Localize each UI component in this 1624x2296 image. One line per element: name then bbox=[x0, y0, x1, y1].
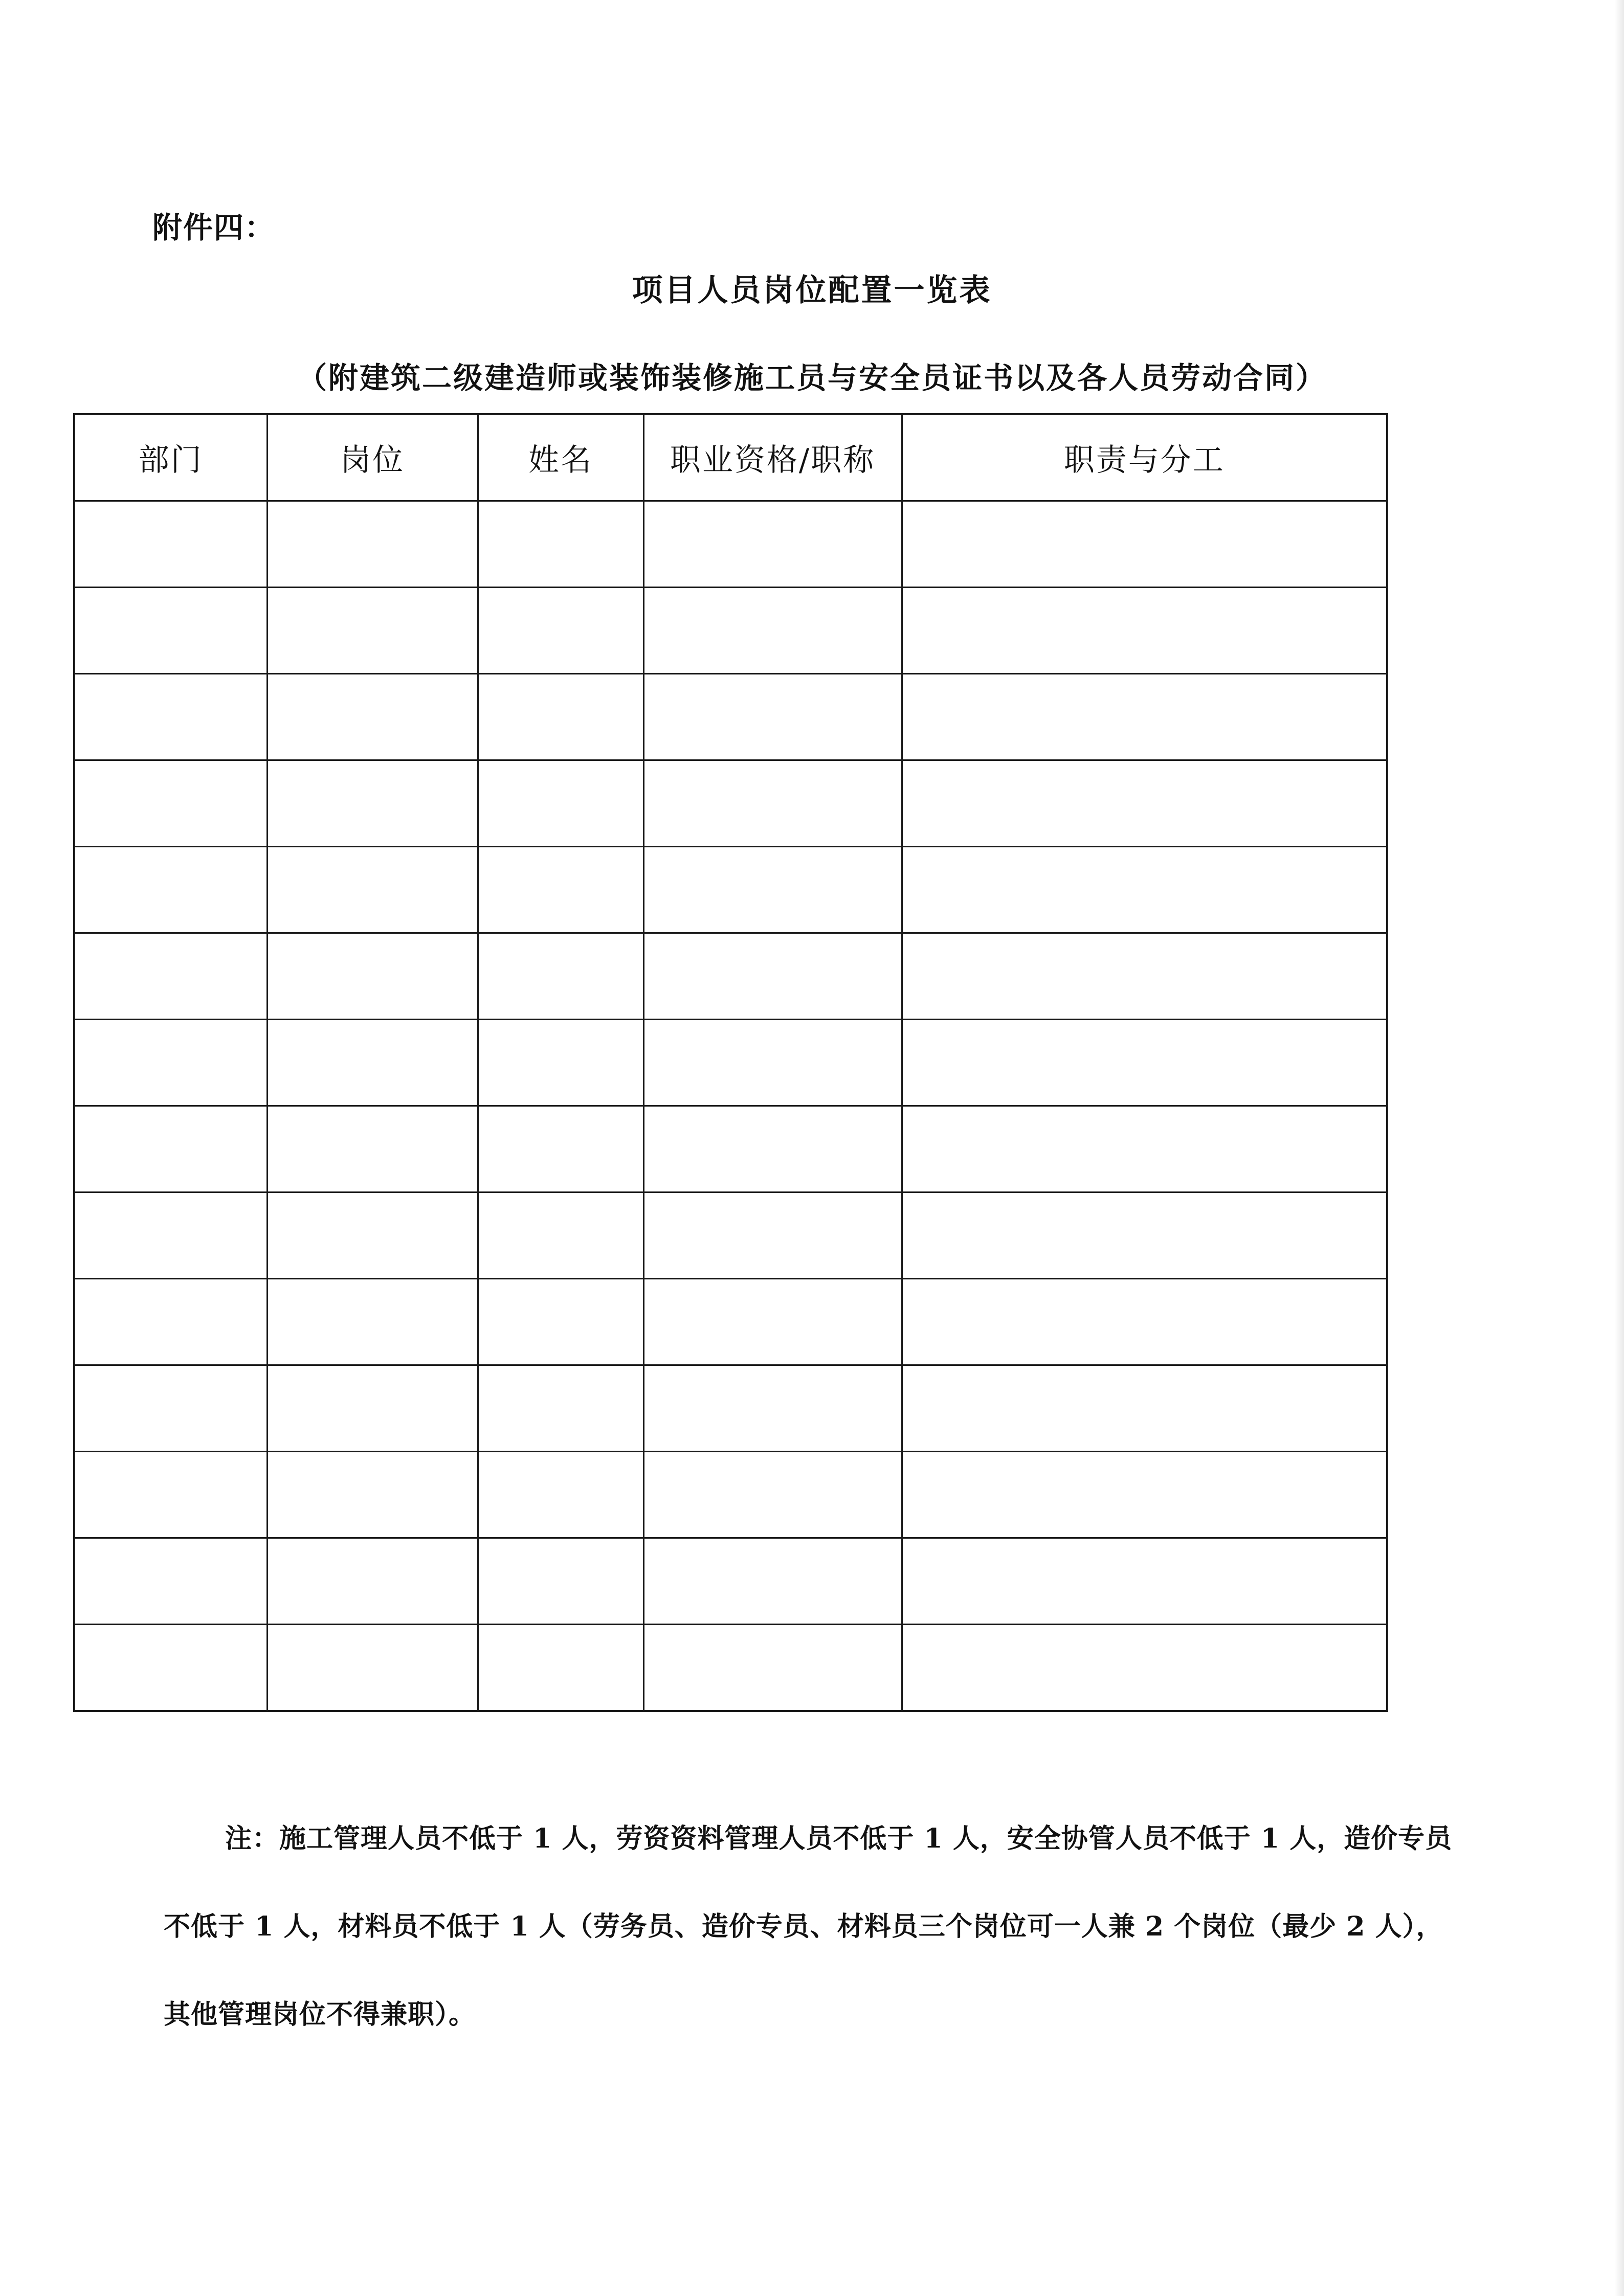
cell-position[interactable] bbox=[267, 1020, 478, 1106]
cell-name[interactable] bbox=[478, 933, 643, 1020]
table-row bbox=[74, 674, 1387, 760]
cell-qualification[interactable] bbox=[643, 1365, 902, 1452]
cell-duties[interactable] bbox=[902, 760, 1387, 847]
cell-department[interactable] bbox=[74, 1279, 267, 1365]
cell-duties[interactable] bbox=[902, 933, 1387, 1020]
cell-duties[interactable] bbox=[902, 1106, 1387, 1192]
cell-qualification[interactable] bbox=[643, 588, 902, 674]
cell-name[interactable] bbox=[478, 1452, 643, 1538]
cell-name[interactable] bbox=[478, 1365, 643, 1452]
table-row bbox=[74, 1625, 1387, 1712]
note-line: 其他管理岗位不得兼职）。 bbox=[164, 1999, 476, 2030]
cell-duties[interactable] bbox=[902, 1279, 1387, 1365]
cell-department[interactable] bbox=[74, 1365, 267, 1452]
cell-duties[interactable] bbox=[902, 847, 1387, 933]
cell-position[interactable] bbox=[267, 847, 478, 933]
cell-qualification[interactable] bbox=[643, 1020, 902, 1106]
table-header-row bbox=[74, 414, 1387, 501]
cell-department[interactable] bbox=[74, 847, 267, 933]
cell-name[interactable] bbox=[478, 847, 643, 933]
cell-name[interactable] bbox=[478, 760, 643, 847]
cell-qualification[interactable] bbox=[643, 933, 902, 1020]
cell-position[interactable] bbox=[267, 501, 478, 588]
cell-department[interactable] bbox=[74, 1538, 267, 1625]
cell-qualification[interactable] bbox=[643, 1452, 902, 1538]
cell-qualification[interactable] bbox=[643, 501, 902, 588]
cell-department[interactable] bbox=[74, 501, 267, 588]
cell-position[interactable] bbox=[267, 760, 478, 847]
cell-duties[interactable] bbox=[902, 1625, 1387, 1712]
cell-position[interactable] bbox=[267, 588, 478, 674]
cell-department[interactable] bbox=[74, 588, 267, 674]
table-row bbox=[74, 760, 1387, 847]
cell-qualification[interactable] bbox=[643, 1279, 902, 1365]
cell-name[interactable] bbox=[478, 1625, 643, 1712]
table-row bbox=[74, 933, 1387, 1020]
document-title: 项目人员岗位配置一览表 bbox=[632, 273, 992, 308]
cell-name[interactable] bbox=[478, 501, 643, 588]
cell-qualification[interactable] bbox=[643, 1106, 902, 1192]
header-duties: 职责与分工 bbox=[902, 414, 1387, 501]
cell-position[interactable] bbox=[267, 933, 478, 1020]
cell-department[interactable] bbox=[74, 674, 267, 760]
table-row bbox=[74, 1365, 1387, 1452]
note-line: 不低于 1 人，材料员不低于 1 人（劳务员、造价专员、材料员三个岗位可一人兼 2 个岗位（最少 2 人）， bbox=[164, 1911, 1443, 1942]
cell-position[interactable] bbox=[267, 1192, 478, 1279]
cell-department[interactable] bbox=[74, 933, 267, 1020]
table-row bbox=[74, 1020, 1387, 1106]
cell-position[interactable] bbox=[267, 674, 478, 760]
table-row bbox=[74, 847, 1387, 933]
note-line: 注：施工管理人员不低于 1 人，劳资资料管理人员不低于 1 人，安全协管人员不低于 1 人，造价专员 bbox=[225, 1823, 1453, 1854]
header-position: 岗位 bbox=[267, 414, 478, 501]
table-row bbox=[74, 588, 1387, 674]
cell-position[interactable] bbox=[267, 1538, 478, 1625]
table-row bbox=[74, 501, 1387, 588]
cell-position[interactable] bbox=[267, 1452, 478, 1538]
note-block bbox=[164, 1795, 1499, 2059]
cell-department[interactable] bbox=[74, 1020, 267, 1106]
cell-qualification[interactable] bbox=[643, 674, 902, 760]
cell-position[interactable] bbox=[267, 1279, 478, 1365]
cell-department[interactable] bbox=[74, 1192, 267, 1279]
cell-name[interactable] bbox=[478, 1106, 643, 1192]
cell-name[interactable] bbox=[478, 588, 643, 674]
page-edge-shadow bbox=[1615, 0, 1624, 2296]
table-body bbox=[74, 501, 1387, 1712]
cell-qualification[interactable] bbox=[643, 1625, 902, 1712]
table-row bbox=[74, 1106, 1387, 1192]
header-qualification: 职业资格/职称 bbox=[643, 414, 902, 501]
cell-name[interactable] bbox=[478, 674, 643, 760]
table-row bbox=[74, 1279, 1387, 1365]
cell-duties[interactable] bbox=[902, 1192, 1387, 1279]
cell-duties[interactable] bbox=[902, 1452, 1387, 1538]
cell-duties[interactable] bbox=[902, 1020, 1387, 1106]
cell-position[interactable] bbox=[267, 1106, 478, 1192]
cell-duties[interactable] bbox=[902, 674, 1387, 760]
cell-position[interactable] bbox=[267, 1625, 478, 1712]
cell-duties[interactable] bbox=[902, 501, 1387, 588]
cell-name[interactable] bbox=[478, 1538, 643, 1625]
table-row bbox=[74, 1192, 1387, 1279]
header-department: 部门 bbox=[74, 414, 267, 501]
cell-duties[interactable] bbox=[902, 1365, 1387, 1452]
cell-department[interactable] bbox=[74, 760, 267, 847]
cell-name[interactable] bbox=[478, 1192, 643, 1279]
table-row bbox=[74, 1538, 1387, 1625]
cell-name[interactable] bbox=[478, 1279, 643, 1365]
cell-duties[interactable] bbox=[902, 588, 1387, 674]
attachment-label: 附件四： bbox=[152, 210, 276, 245]
document-subtitle: （附建筑二级建造师或装饰装修施工员与安全员证书以及各人员劳动合同） bbox=[297, 361, 1327, 395]
staff-position-table bbox=[73, 413, 1388, 1712]
cell-department[interactable] bbox=[74, 1452, 267, 1538]
cell-qualification[interactable] bbox=[643, 1538, 902, 1625]
cell-position[interactable] bbox=[267, 1365, 478, 1452]
cell-qualification[interactable] bbox=[643, 1192, 902, 1279]
cell-qualification[interactable] bbox=[643, 760, 902, 847]
cell-duties[interactable] bbox=[902, 1538, 1387, 1625]
cell-department[interactable] bbox=[74, 1106, 267, 1192]
cell-department[interactable] bbox=[74, 1625, 267, 1712]
header-name: 姓名 bbox=[478, 414, 643, 501]
cell-name[interactable] bbox=[478, 1020, 643, 1106]
cell-qualification[interactable] bbox=[643, 847, 902, 933]
table-row bbox=[74, 1452, 1387, 1538]
